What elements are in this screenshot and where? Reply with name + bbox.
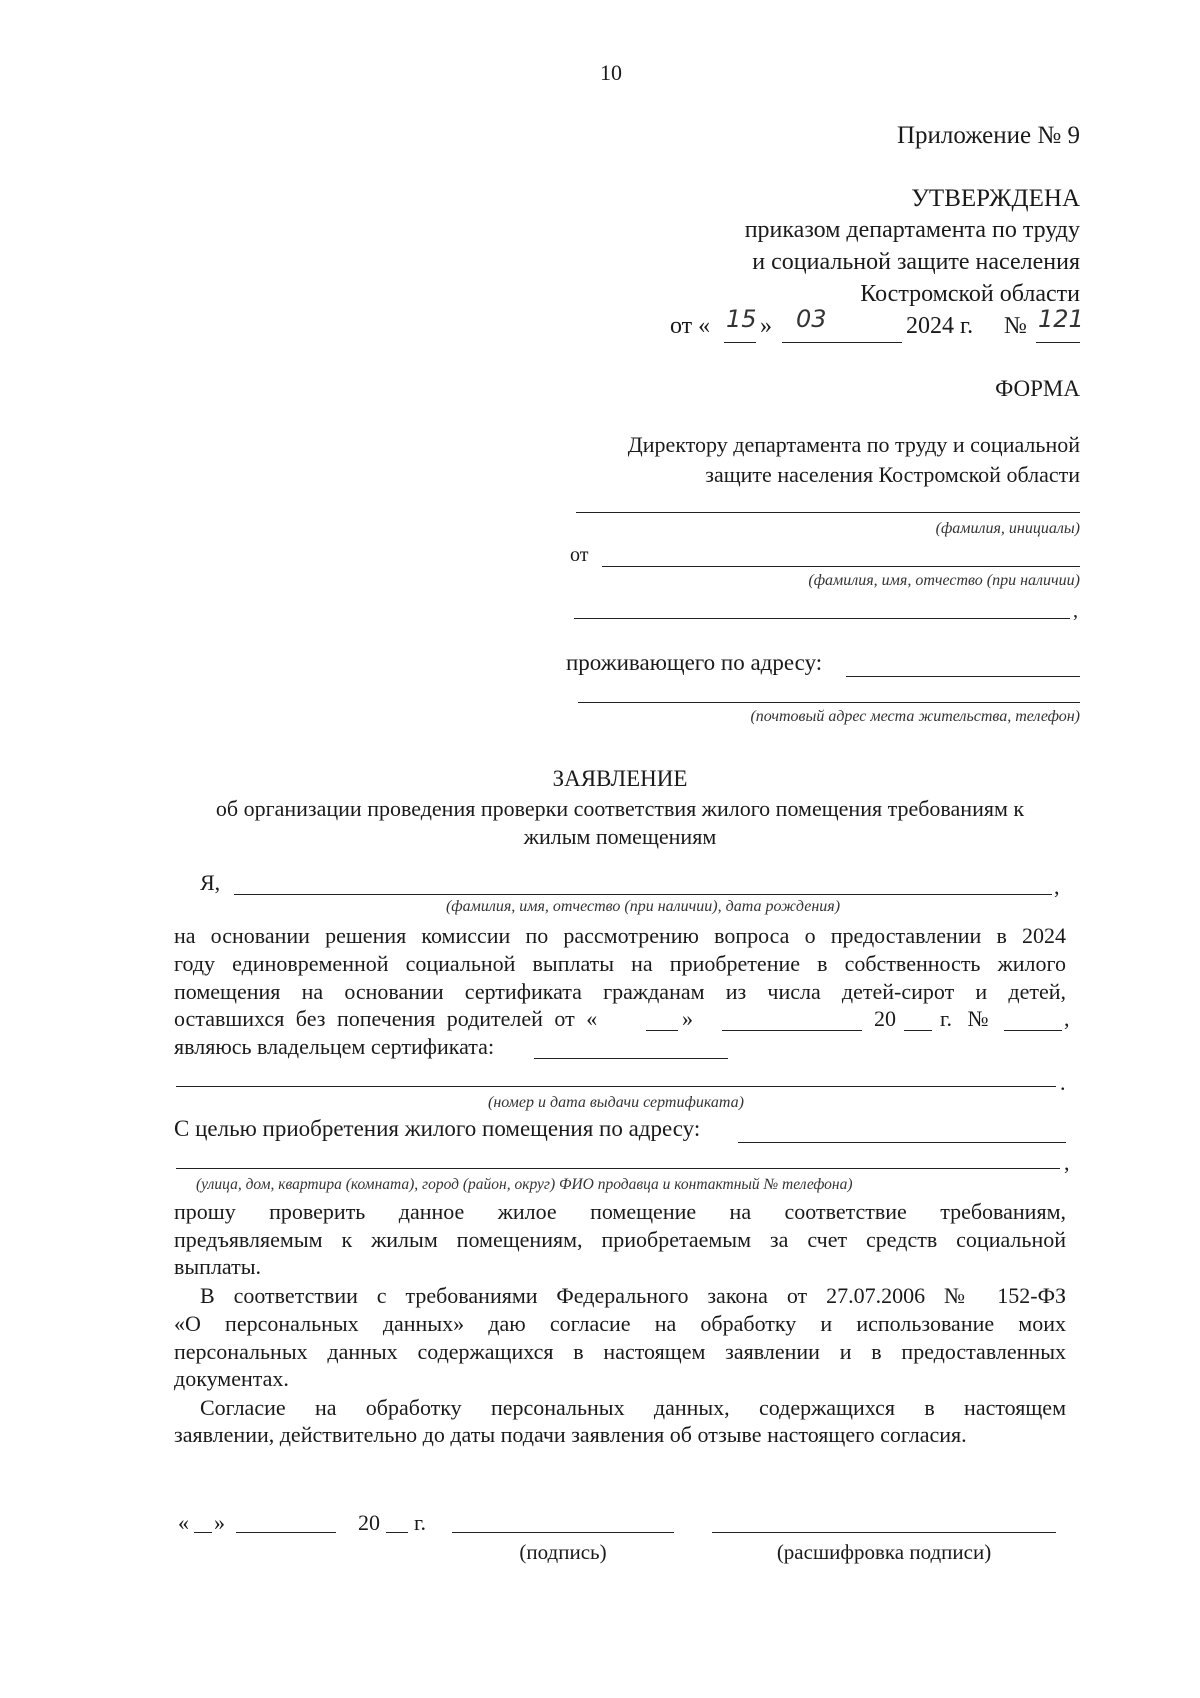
appendix-number: Приложение № 9 <box>896 122 1080 149</box>
applicant-name-field[interactable] <box>602 566 1080 567</box>
document-subtitle-line1: об организации проведения проверки соответствия жилого помещения требованиям к <box>215 796 1025 821</box>
p2-line3: выплаты. <box>174 1254 262 1279</box>
purpose-label: С целью приобретения жилого помещения по адресу: <box>174 1116 701 1141</box>
address-field[interactable] <box>846 676 1080 677</box>
sign-year-field[interactable] <box>386 1532 408 1533</box>
property-address-field[interactable] <box>738 1142 1066 1143</box>
p3-line2: «О персональных данных» даю согласие на обработку и использование моих <box>174 1311 1066 1336</box>
form-label: ФОРМА <box>995 376 1080 401</box>
caption-signature-decode: (расшифровка подписи) <box>776 1540 992 1564</box>
property-address-field-2[interactable] <box>176 1168 1060 1169</box>
p3-line4: документах. <box>174 1366 289 1391</box>
page-number: 10 <box>600 60 622 85</box>
p1-line3: помещения на основании сертификата гражданам из числа детей-сирот и детей, <box>174 979 1066 1004</box>
caption-seller: (улица, дом, квартира (комната), город (район, округ) ФИО продавца и контактный № телефона) <box>196 1176 853 1193</box>
i-label: Я, <box>200 870 221 895</box>
approved-by-line3: Костромской области <box>860 281 1080 307</box>
certificate-holder-field[interactable] <box>534 1058 728 1059</box>
number-sign: № <box>1004 313 1027 339</box>
addressee-line1: Директору департамента по труду и социальной <box>627 432 1080 457</box>
sign-year-suffix: г. <box>414 1510 427 1535</box>
p1-line4-year-prefix: 20 <box>874 1006 896 1031</box>
p3-line3: персональных данных содержащихся в настоящем заявлении и в предоставленных <box>174 1339 1066 1364</box>
from-label: от <box>570 544 589 566</box>
director-name-field[interactable] <box>576 512 1080 513</box>
cert-period: . <box>1060 1070 1066 1095</box>
sign-date-close: » <box>214 1510 225 1535</box>
property-comma: , <box>1064 1150 1070 1175</box>
p3-line1: В соответствии с требованиями Федерального закона от 27.07.2006 № 152-ФЗ <box>200 1283 1066 1308</box>
caption-address: (почтовый адрес места жительства, телефон) <box>750 708 1080 725</box>
p1-line4-quote: » <box>682 1006 693 1031</box>
i-comma: , <box>1054 874 1060 899</box>
date-month-handwritten: 03 <box>796 305 827 333</box>
caption-cert: (номер и дата выдачи сертификата) <box>488 1094 744 1111</box>
cert-day-field[interactable] <box>646 1030 678 1031</box>
sign-day-field[interactable] <box>194 1532 212 1533</box>
p1-line4-text: оставшихся без попечения родителей от « <box>174 1006 598 1031</box>
p2-line1: прошу проверить данное жилое помещение на соответствие требованиям, <box>174 1199 1066 1224</box>
p4-line1: Согласие на обработку персональных данных, содержащихся в настоящем <box>200 1395 1066 1420</box>
signature-field[interactable] <box>452 1532 674 1533</box>
p1-line4-number: г. № <box>940 1006 989 1031</box>
residing-label: проживающего по адресу: <box>566 650 823 675</box>
p2-line2: предъявляемым к жилым помещениям, приобретаемым за счет средств социальной <box>174 1227 1066 1252</box>
sign-month-field[interactable] <box>236 1532 336 1533</box>
p1-line4-comma: , <box>1064 1006 1070 1031</box>
p1-line2: году единовременной социальной выплаты на приобретение в собственность жилого <box>174 951 1066 976</box>
date-day-handwritten: 15 <box>726 305 757 333</box>
approved-by-line1: приказом департамента по труду <box>744 217 1080 243</box>
date-mid: » <box>760 313 772 339</box>
certificate-number-date-field[interactable] <box>176 1086 1056 1087</box>
cert-number-field[interactable] <box>1004 1030 1062 1031</box>
applicant-fio-birth-field[interactable] <box>234 894 1052 895</box>
address-field-2[interactable] <box>578 702 1080 703</box>
caption-fio-birth: (фамилия, имя, отчество (при наличии), дата рождения) <box>445 898 841 915</box>
p1-line1: на основании решения комиссии по рассмотрению вопроса о предоставлении в 2024 <box>174 923 1066 948</box>
sign-date-open: « <box>178 1510 189 1535</box>
addressee-line2: защите населения Костромской области <box>705 462 1080 487</box>
cert-year-field[interactable] <box>904 1030 932 1031</box>
sign-year-prefix: 20 <box>358 1510 380 1535</box>
day-underline <box>724 342 756 343</box>
date-year: 2024 г. <box>906 313 974 339</box>
p1-line5: являюсь владельцем сертификата: <box>174 1034 495 1059</box>
caption-fio: (фамилия, имя, отчество (при наличии) <box>808 572 1080 589</box>
approved-by-line2: и социальной защите населения <box>752 249 1080 275</box>
p4-line2: заявлении, действительно до даты подачи заявления об отзыве настоящего согласия. <box>174 1422 967 1447</box>
document-subtitle-line2: жилым помещениям <box>523 824 717 849</box>
approved-stamp: УТВЕРЖДЕНА <box>911 185 1080 212</box>
caption-initials: (фамилия, инициалы) <box>935 520 1080 537</box>
month-underline <box>782 342 902 343</box>
signature-decode-field[interactable] <box>712 1532 1056 1533</box>
caption-signature: (подпись) <box>519 1540 607 1564</box>
date-prefix: от « <box>670 313 711 339</box>
order-number-handwritten: 121 <box>1038 305 1084 333</box>
document-title: ЗАЯВЛЕНИЕ <box>552 766 688 791</box>
number-underline <box>1036 342 1080 343</box>
applicant-name-field-2[interactable] <box>574 618 1070 619</box>
comma: , <box>1073 600 1078 622</box>
cert-month-field[interactable] <box>722 1030 862 1031</box>
